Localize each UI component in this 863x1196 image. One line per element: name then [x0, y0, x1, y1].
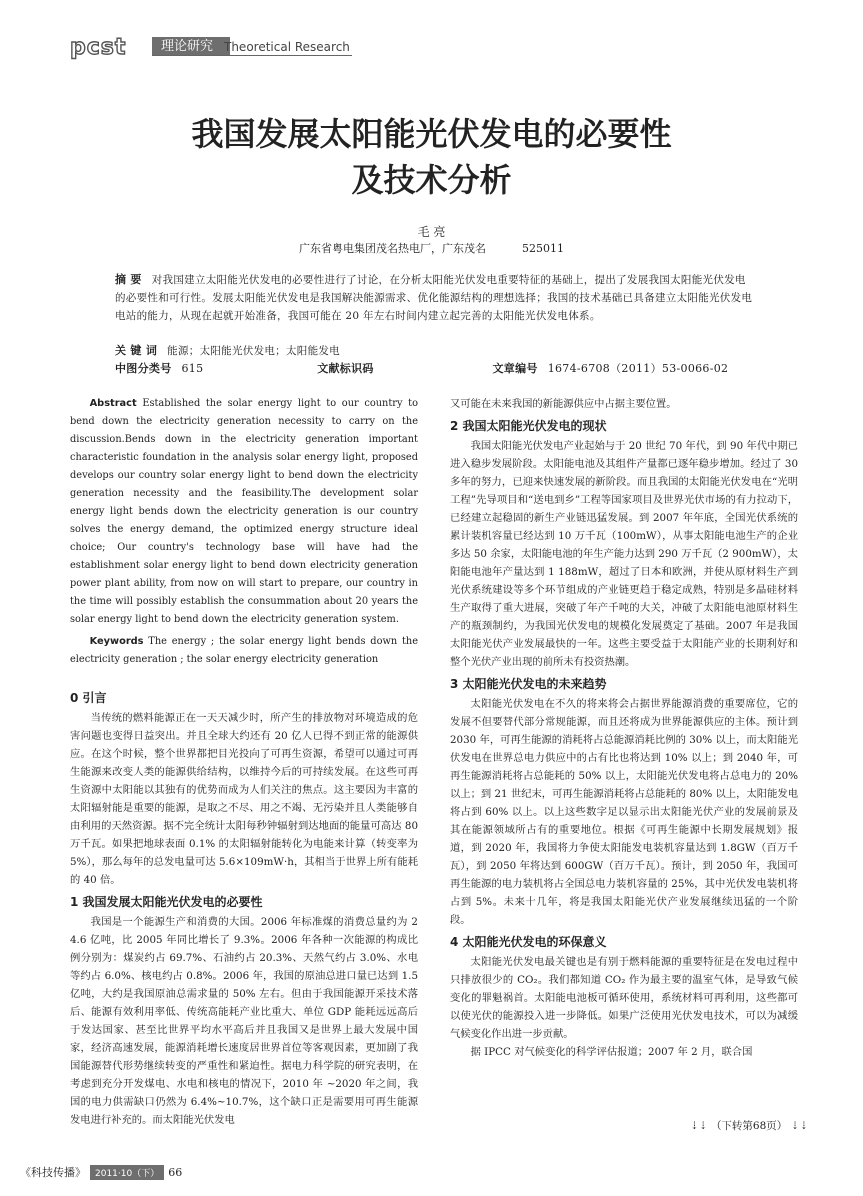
section-4-heading: 4 太阳能光伏发电的环保意义	[450, 935, 607, 949]
right-column	[450, 395, 798, 1061]
keywords-en-label: Keywords	[89, 636, 144, 647]
section-2-heading: 2 我国太阳能光伏发电的现状	[450, 419, 607, 433]
section-1-heading: 1 我国发展太阳能光伏发电的必要性	[70, 895, 263, 909]
abstract-en	[70, 395, 418, 629]
abstract-en-label: Abstract	[89, 398, 137, 409]
section-3-para: 太阳能光伏发电在不久的将来将会占据世界能源消费的重要席位，它的发展不但要替代部分常规能源，而且还将成为世界能源供应的主体。预计到 2030 年，可再生能源的消耗将占总能源消耗比例的 30% 以上，而太阳能光伏发电在世界总电力供应中的占有比也将达到 10% 以上；到 2040 年，可再生能源消耗将占总能耗的 50% 以上，太阳能光伏发电将占总电力的 20% 以上；到 21 世纪末，可再生能源消耗将占总能耗的 80% 以上，太阳能发电将占到 60% 以上。以上这些数字足以显示出太阳能光伏产业的发展前景及其在能源领域所占有的重要地位。根据《可再生能源中长期发展规划》报道，到 2020 年，我国将力争使太阳能发电装机容量达到 1.8GW（百万千瓦），到 2050 年将达到 600GW（百万千瓦）。预计，到 2050 年，我国可再生能源的电力装机将占全国总电力装机容量的 25%，其中光伏发电装机将占到 5%。未来十几年，将是我国太阳能光伏产业发展继续迅猛的一个阶段。	[450, 698, 798, 926]
author: 毛 亮	[417, 225, 446, 239]
down-arrows-icon: ⇣⇣	[690, 1120, 711, 1132]
footer-journal: 《科技传播》	[20, 1166, 86, 1179]
keywords-en	[70, 633, 418, 669]
abstract-cn-text: 对我国建立太阳能光伏发电的必要性进行了讨论，在分析太阳能光伏发电重要特征的基础上，提出了发展我国太阳能光伏发电的必要性和可行性。发展太阳能光伏发电是我国解决能源需求、优化能源结构的理想选择；我国的技术基础已具备建立太阳能光伏发电电站的能力，从现在起就开始准备，我国可能在 20 年左右时间内建立起完善的太阳能光伏发电体系。	[115, 274, 753, 322]
section-tag-en: Theoretical Research	[224, 40, 350, 54]
article-number-label: 文章编号	[492, 362, 538, 375]
abstract-cn	[115, 271, 755, 325]
journal-logo: pcst	[70, 35, 127, 60]
meta-row	[115, 360, 755, 378]
doc-code-label: 文献标识码	[317, 362, 374, 375]
section-4-para-1: 太阳能光伏发电最关键也是有别于燃料能源的重要特征是在发电过程中只排放很少的 CO₂。我们都知道 CO₂ 作为最主要的温室气体，是导致气候变化的罪魁祸首。太阳能电池板可循环使用，系统材料可再利用，这些都可以使光伏的能源投入进一步降低。如果广泛使用光伏发电技术，可以为减缓气候变化作出进一步贡献。	[450, 956, 798, 1040]
abstract-en-text: Established the solar energy light to our country to bend down the electricity generation necessity to carry on the discussion.Bends down in the electricity generation important characteristic foundation in the analysis solar energy light, proposed develops our country solar energy light to bend down the electricity generation necessity and the feasibility.The development solar energy light bends down the electricity generation is our country solves the energy demand, the optimized energy structure ideal choice; Our country's technology base will have had the establishment solar energy light to bend down electricity generation power plant ability, from now on will start to prepare, our country in the time will possibly establish the consummation about 20 years the solar energy light to bend down the electricity generation system.	[70, 398, 419, 625]
section-3-heading: 3 太阳能光伏发电的未来趋势	[450, 677, 607, 691]
continued-text: （下转第68页）	[710, 1120, 788, 1132]
section-2-para: 我国太阳能光伏发电产业起始与于 20 世纪 70 年代，到 90 年代中期已进入稳步发展阶段。太阳能电池及其组件产量都已逐年稳步增加。经过了 30 多年的努力，已迎来快速发展的新阶段。而且我国的太阳能光伏发电在“光明工程”先导项目和“送电到乡”工程等国家项目及世界光伏市场的有力拉动下，已经建立起稳固的新生产业链迅猛发展。到 2007 年年底，全国光伏系统的累计装机容量已经达到 10 万千瓦（100mW），从事太阳能电池生产的企业多达 50 余家，太阳能电池的年生产能力达到 290 万千瓦（2 900mW），太阳能电池年产量达到 1 188mW，超过了日本和欧洲，并使从原材料生产到光伏系统建设等多个环节组成的产业链更趋于稳定成熟，特别是多晶硅材料生产取得了重大进展，突破了年产千吨的大关，冲破了太阳能电池原材料生产的瓶颈制约，为我国光伏发电的规模化发展奠定了基础。2007 年是我国太阳能光伏产业发展最快的一年。这些主要受益于太阳能产业的长期利好和整个光伏产业出现的前所未有投资热潮。	[450, 440, 798, 668]
paper-title-line2: 及技术分析	[351, 161, 512, 199]
header-rule	[152, 55, 352, 56]
clc-label: 中图分类号	[115, 362, 172, 375]
affiliation-zip: 525011	[522, 242, 564, 255]
section-1-para: 我国是一个能源生产和消费的大国。2006 年标准煤的消费总量约为 2 4.6 亿吨，比 2005 年同比增长了 9.3%。2006 年各种一次能源的构成比例分别为：煤炭约占 69.7%、石油约占 20.3%、天然气约占 3.0%、水电等约占 6.0%、核电约占 0.8%。2006 年，我国的原油总进口量已达到 1.5 亿吨，大约是我国原油总需求量的 50% 左右。但由于我国能源开采技术落后、能源有效利用率低、传统高能耗产业比重大、单位 GDP 能耗远远高后于发达国家、甚至比世界平均水平高后并且我国又是世界上最大发展中国家，经济高速发展，能源消耗增长速度居世界首位等客观因素，更加剧了我国能源替代形势继续转变的严重性和紧迫性。据电力科学院的研究表明，在考虑到充分开发煤电、水电和核电的情况下，2010 年 ~2020 年之间，我国的电力供需缺口仍然为 6.4%~10.7%，这个缺口正是需要用可再生能源发电进行补充的。而太阳能光伏发电	[70, 916, 418, 1126]
section-4-para-2: 据 IPCC 对气候变化的科学评估报道；2007 年 2 月，联合国	[470, 1046, 753, 1058]
keywords-cn-text: 能源；太阳能光伏发电；太阳能发电	[167, 345, 340, 357]
keywords-cn-label: 关 键 词	[115, 344, 158, 357]
section-tag-cn: 理论研究	[161, 39, 214, 54]
footer-page: 66	[168, 1166, 183, 1179]
section-0-heading: 0 引言	[70, 691, 107, 705]
abstract-cn-label: 摘 要	[115, 273, 142, 286]
affiliation-org: 广东省粤电集团茂名热电厂，广东茂名	[299, 242, 486, 255]
affiliation	[0, 240, 863, 256]
clc-value: 615	[181, 362, 204, 375]
continued-note	[690, 1118, 808, 1133]
left-column	[70, 395, 418, 1129]
article-number-value: 1674-6708（2011）53-0066-02	[547, 362, 729, 375]
down-arrows-icon: ⇣⇣	[787, 1120, 809, 1132]
footer-issue: 2011·10（下）	[90, 1165, 164, 1180]
paper-title-line1: 我国发展太阳能光伏发电的必要性	[191, 115, 672, 153]
keywords-cn	[115, 342, 755, 360]
footer	[20, 1164, 182, 1180]
keywords-en-text: The energy ; the solar energy light bends down the electricity generation ; the solar energy electricity generation	[70, 636, 418, 665]
section-0-para: 当传统的燃料能源正在一天天减少时，所产生的排放物对环境造成的危害问题也变得日益突出。并且全球大约还有 20 亿人已得不到正常的能源供应。在这个时候，整个世界都把目光投向了可再生资源，希望可以通过可再生能源来改变人类的能源供给结构，以维持今后的可持续发展。在这些可再生资源中太阳能以其独有的优势而成为人们关注的焦点。这主要因为丰富的太阳辐射能是重要的能源，是取之不尽、用之不竭、无污染并且人类能够自由利用的天然资源。据不完全统计太阳每秒钟辐射到达地面的能量可高达 80 万千瓦。如果把地球表面 0.1% 的太阳辐射能转化为电能来计算（转变率为 5%），那么每年的总发电量可达 5.6×109mW·h，其相当于世界上所有能耗的 40 倍。	[70, 712, 418, 886]
section-1-continued: 又可能在未来我国的新能源供应中占据主要位置。	[450, 398, 677, 410]
